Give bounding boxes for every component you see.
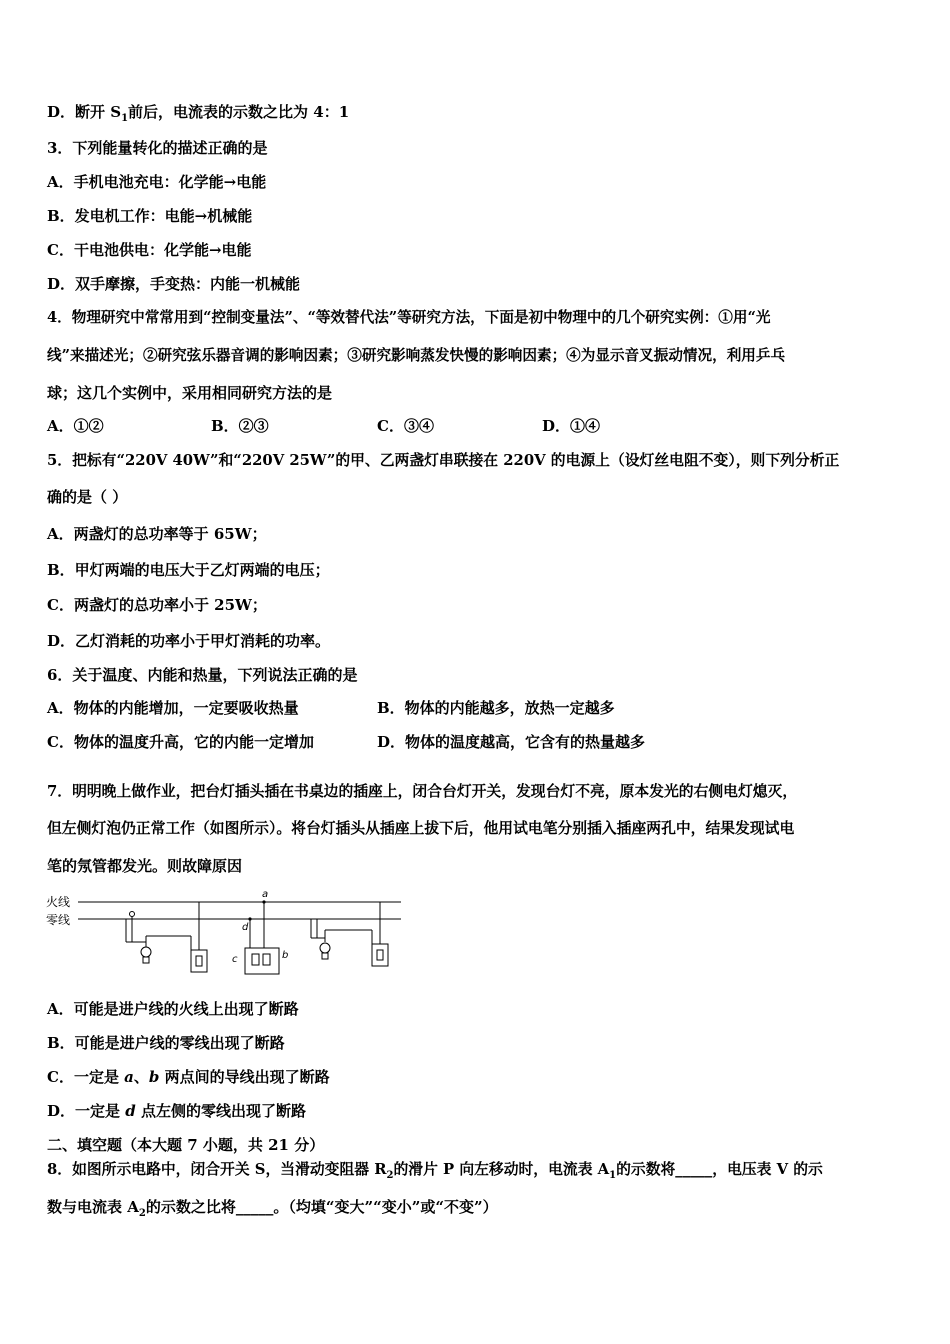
q4-stem-line-1: 4．物理研究中常常用到“控制变量法”、“等效替代法”等研究方法，下面是初中物理中的几个研究实例：①用“光 (47, 309, 771, 326)
q6-option-b: B．物体的内能越多，放热一定越多 (377, 699, 615, 717)
q2-option-d: D．断开 $S_1$前后，电流表的示数之比为 4：1 (47, 103, 350, 124)
q5-option-a: A．两盏灯的总功率等于 65W； (47, 525, 267, 543)
left-bulb-icon (141, 947, 151, 957)
q7-option-c: C．一定是 a、b 两点间的导线出现了断路 (47, 1068, 330, 1086)
q3-stem: 3．下列能量转化的描述正确的是 (47, 139, 268, 157)
q4-option-c: C．③④ (377, 417, 434, 435)
q7-stem-line-3: 笔的氖管都发光。则故障原因 (47, 857, 243, 875)
left-lamp-switch (130, 912, 135, 917)
q4-option-b: B．②③ (211, 417, 269, 435)
right-bulb-icon (320, 943, 330, 953)
q3-option-c: C．干电池供电：化学能→电能 (47, 241, 252, 259)
point-a-label: a (262, 889, 269, 900)
q4-option-d: D．①④ (542, 417, 601, 435)
q7-stem-line-1: 7．明明晚上做作业，把台灯插头插在书桌边的插座上，闭合台灯开关，发现台灯不亮，原本发光的右侧电灯熄灭， (47, 783, 798, 800)
q7-stem-line-2: 但左侧灯泡仍正常工作（如图所示）。将台灯插头从插座上拔下后，他用试电笔分别插入插座两孔中，结果发现试电 (47, 820, 795, 837)
middle-socket (245, 948, 279, 974)
q5-option-d: D．乙灯消耗的功率小于甲灯消耗的功率。 (47, 632, 331, 650)
right-socket (372, 944, 388, 966)
q3-option-a: A．手机电池充电：化学能→电能 (47, 173, 267, 191)
live-wire-label: 火线 (46, 895, 71, 909)
q8-line-1: 8．如图所示电路中，闭合开关 S，当滑动变阻器 $R_2$的滑片 P 向左移动时，电流表 $A_1$的示数将_____，电压表 V 的示 (47, 1161, 823, 1181)
q6-option-d: D．物体的温度越高，它含有的热量越多 (377, 733, 646, 751)
q4-option-a: A．①② (47, 417, 104, 435)
q3-option-b: B．发电机工作：电能→机械能 (47, 207, 253, 225)
point-d-label: d (242, 922, 249, 933)
q6-option-c: C．物体的温度升高，它的内能一定增加 (47, 733, 314, 751)
q6-stem: 6．关于温度、内能和热量，下列说法正确的是 (47, 666, 358, 684)
q5-stem-line-2: 确的是（ ） (47, 488, 128, 506)
q7-option-d: D．一定是 d 点左侧的零线出现了断路 (47, 1102, 306, 1120)
q3-option-d: D．双手摩擦，手变热：内能一机械能 (47, 275, 301, 293)
q7-option-b: B．可能是进户线的零线出现了断路 (47, 1034, 285, 1052)
point-d (248, 917, 251, 920)
household-circuit-figure (46, 888, 406, 988)
q7-option-a: A．可能是进户线的火线上出现了断路 (47, 1000, 299, 1018)
left-socket (191, 950, 207, 972)
section-2-title: 二、填空题（本大题 7 小题，共 21 分） (47, 1136, 325, 1154)
q5-option-b: B．甲灯两端的电压大于乙灯两端的电压； (47, 561, 330, 579)
q5-option-c: C．两盏灯的总功率小于 25W； (47, 596, 267, 614)
point-c-label: c (232, 954, 238, 965)
q4-stem-line-2: 线”来描述光；②研究弦乐器音调的影响因素；③研究影响蒸发快慢的影响因素；④为显示音叉振动情况，利用乒乓 (47, 347, 786, 364)
q8-line-2: 数与电流表 $A_2$的示数之比将_____。（均填“变大”“变小”或“不变”） (47, 1198, 498, 1219)
q5-stem-line-1: 5．把标有“220V 40W”和“220V 25W”的甲、乙两盏灯串联接在 220V 的电源上（设灯丝电阻不变），则下列分析正 (47, 452, 840, 469)
neutral-wire-label: 零线 (46, 913, 71, 927)
point-b-label: b (282, 950, 289, 961)
q4-stem-line-3: 球；这几个实例中，采用相同研究方法的是 (47, 384, 333, 402)
q6-option-a: A．物体的内能增加，一定要吸收热量 (47, 699, 299, 717)
